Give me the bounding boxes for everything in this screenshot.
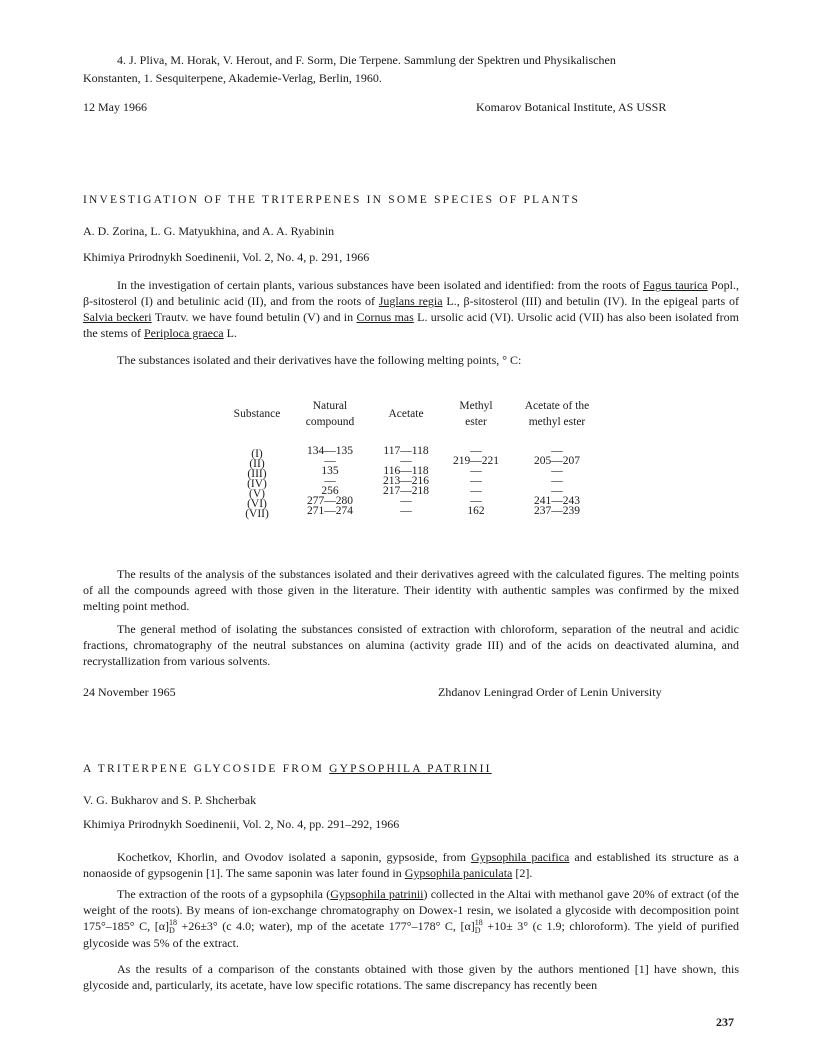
species-name: Juglans regia [378, 294, 443, 308]
table-column-natural [292, 446, 368, 516]
footer-institution: Zhdanov Leningrad Order of Lenin University [438, 685, 662, 699]
table-cell: (I) [251, 448, 263, 460]
footer-institution: Komarov Botanical Institute, AS USSR [476, 100, 667, 114]
table-cell: 219—221 [453, 455, 499, 467]
table-cell: 134—135 [307, 445, 353, 457]
table-cell: — [400, 495, 412, 507]
footer-date: 12 May 1966 [83, 100, 147, 114]
table-cell: 271—274 [307, 505, 353, 517]
table-header-acetate: Acetate [388, 408, 424, 420]
table-cell: (IV) [247, 478, 267, 490]
table-cell: 241—243 [534, 495, 580, 507]
table-cell: 135 [321, 465, 339, 477]
article-paragraph: The extraction of the roots of a gypsophila (Gypsophila patrinii) collected in the Altai with methanol gave 20% of extract (of the weight of the roots). By means of ion-exchange chromatography on Dowex-1 resin, we isolated a glycoside with decomposition point 175°–185° C, [α]18 D +26±3° (c 4.0; water), mp of the acetate 177°–178° C, [α]18 D +10± 3° (c 1.9; chloroform). The yield of purified glycoside was 5% of the extract. [83, 887, 739, 951]
table-cell: — [470, 495, 482, 507]
table-header-substance: Substance [233, 408, 281, 420]
table-column-methyl [446, 446, 506, 516]
table-column-acetate [374, 446, 438, 516]
table-cell: (V) [249, 488, 265, 500]
table-cell: — [470, 445, 482, 457]
table-cell: — [470, 485, 482, 497]
table-cell: 116—118 [383, 465, 429, 477]
table-cell: 162 [467, 505, 485, 517]
reference-line-1: 4. J. Pliva, M. Horak, V. Herout, and F. Sorm, Die Terpene. Sammlung der Spektren und Physikalischen [117, 53, 616, 67]
table-cell: — [551, 465, 563, 477]
species-name: Fagus taurica [642, 278, 708, 292]
article-citation: Khimiya Prirodnykh Soedinenii, Vol. 2, No. 4, pp. 291–292, 1966 [83, 817, 400, 831]
article-paragraph: As the results of a comparison of the constants obtained with those given by the authors mentioned [1] have shown, this glycoside and, particularly, its acetate, have low specific rotations. The same discrepancy has recently been [83, 962, 739, 992]
table-cell: — [400, 505, 412, 517]
table-cell: (VI) [247, 498, 267, 510]
species-name: Periploca graeca [144, 326, 224, 340]
table-cell: 256 [321, 485, 339, 497]
table-cell: 217—218 [383, 485, 429, 497]
article-title: INVESTIGATION OF THE TRITERPENES IN SOME SPECIES OF PLANTS [83, 194, 581, 206]
table-cell: — [551, 445, 563, 457]
page-number: 237 [716, 1015, 734, 1029]
table-header-natural: Natural compound [305, 400, 355, 428]
table-cell: — [470, 475, 482, 487]
table-cell: (VII) [245, 508, 269, 520]
table-cell: 237—239 [534, 505, 580, 517]
table-cell: 205—207 [534, 455, 580, 467]
table-cell: 277—280 [307, 495, 353, 507]
article-paragraph: The results of the analysis of the substances isolated and their derivatives agreed with the calculated figures. The melting points of all the compounds agreed with those given in the literature. Their identity with authentic samples was confirmed by the mixed melting point method. [83, 567, 739, 613]
table-cell: 117—118 [383, 445, 429, 457]
table-cell: (II) [249, 458, 265, 470]
article-authors: V. G. Bukharov and S. P. Shcherbak [83, 793, 257, 807]
table-header-acetate-methyl: Acetate of the methyl ester [524, 400, 590, 428]
table-cell: (III) [247, 468, 267, 480]
table-cell: — [400, 455, 412, 467]
table-cell: — [324, 455, 336, 467]
article-authors: A. D. Zorina, L. G. Matyukhina, and A. A. Ryabinin [83, 224, 335, 238]
article-paragraph: In the investigation of certain plants, various substances have been isolated and identified: from the roots of Fagus taurica Popl., β-sitosterol (I) and betulinic acid (II), and from the roots of Juglans regia L., β-sitosterol (III) and betulin (IV). In the epigeal parts of Salvia beckeri Trautv. we have found betulin (V) and in Cornus mas L. ursolic acid (VI). Ursolic acid (VII) has also been isolated from the stems of Periploca graeca L. [83, 278, 740, 340]
table-column-acetate-methyl [512, 446, 602, 516]
table-column-substance [234, 449, 280, 519]
species-name: Gypsophila pacifica [471, 850, 570, 864]
table-cell: 213—216 [383, 475, 429, 487]
table-cell: — [470, 465, 482, 477]
table-cell: — [551, 485, 563, 497]
article-title: A TRITERPENE GLYCOSIDE FROM GYPSOPHILA PATRINII [83, 763, 492, 775]
footer-date: 24 November 1965 [83, 685, 176, 699]
article-paragraph: The substances isolated and their derivatives have the following melting points, ° C: [117, 353, 522, 367]
reference-line-2: Konstanten, 1. Sesquiterpene, Akademie-Verlag, Berlin, 1960. [83, 71, 382, 85]
article-paragraph: Kochetkov, Khorlin, and Ovodov isolated a saponin, gypsoside, from Gypsophila pacifica and established its structure as a nonaoside of gypsogenin [1]. The same saponin was later found in Gypsophila paniculata [2]. [83, 850, 739, 880]
table-header-methyl: Methyl ester [459, 400, 493, 428]
species-name: Cornus mas [356, 310, 414, 324]
table-cell: — [551, 475, 563, 487]
species-name: Gypsophila paniculata [404, 866, 513, 880]
species-name: Salvia beckeri [83, 310, 152, 324]
article-citation: Khimiya Prirodnykh Soedinenii, Vol. 2, No. 4, p. 291, 1966 [83, 250, 370, 264]
species-name: Gypsophila patrinii [330, 887, 424, 901]
table-cell: — [324, 475, 336, 487]
article-paragraph: The general method of isolating the substances consisted of extraction with chloroform, separation of the neutral and acidic fractions, chromatography of the neutral substances on alumina (activity grade III) and of the acids on deactivated alumina, and recrystallization from various solvents. [83, 622, 739, 668]
